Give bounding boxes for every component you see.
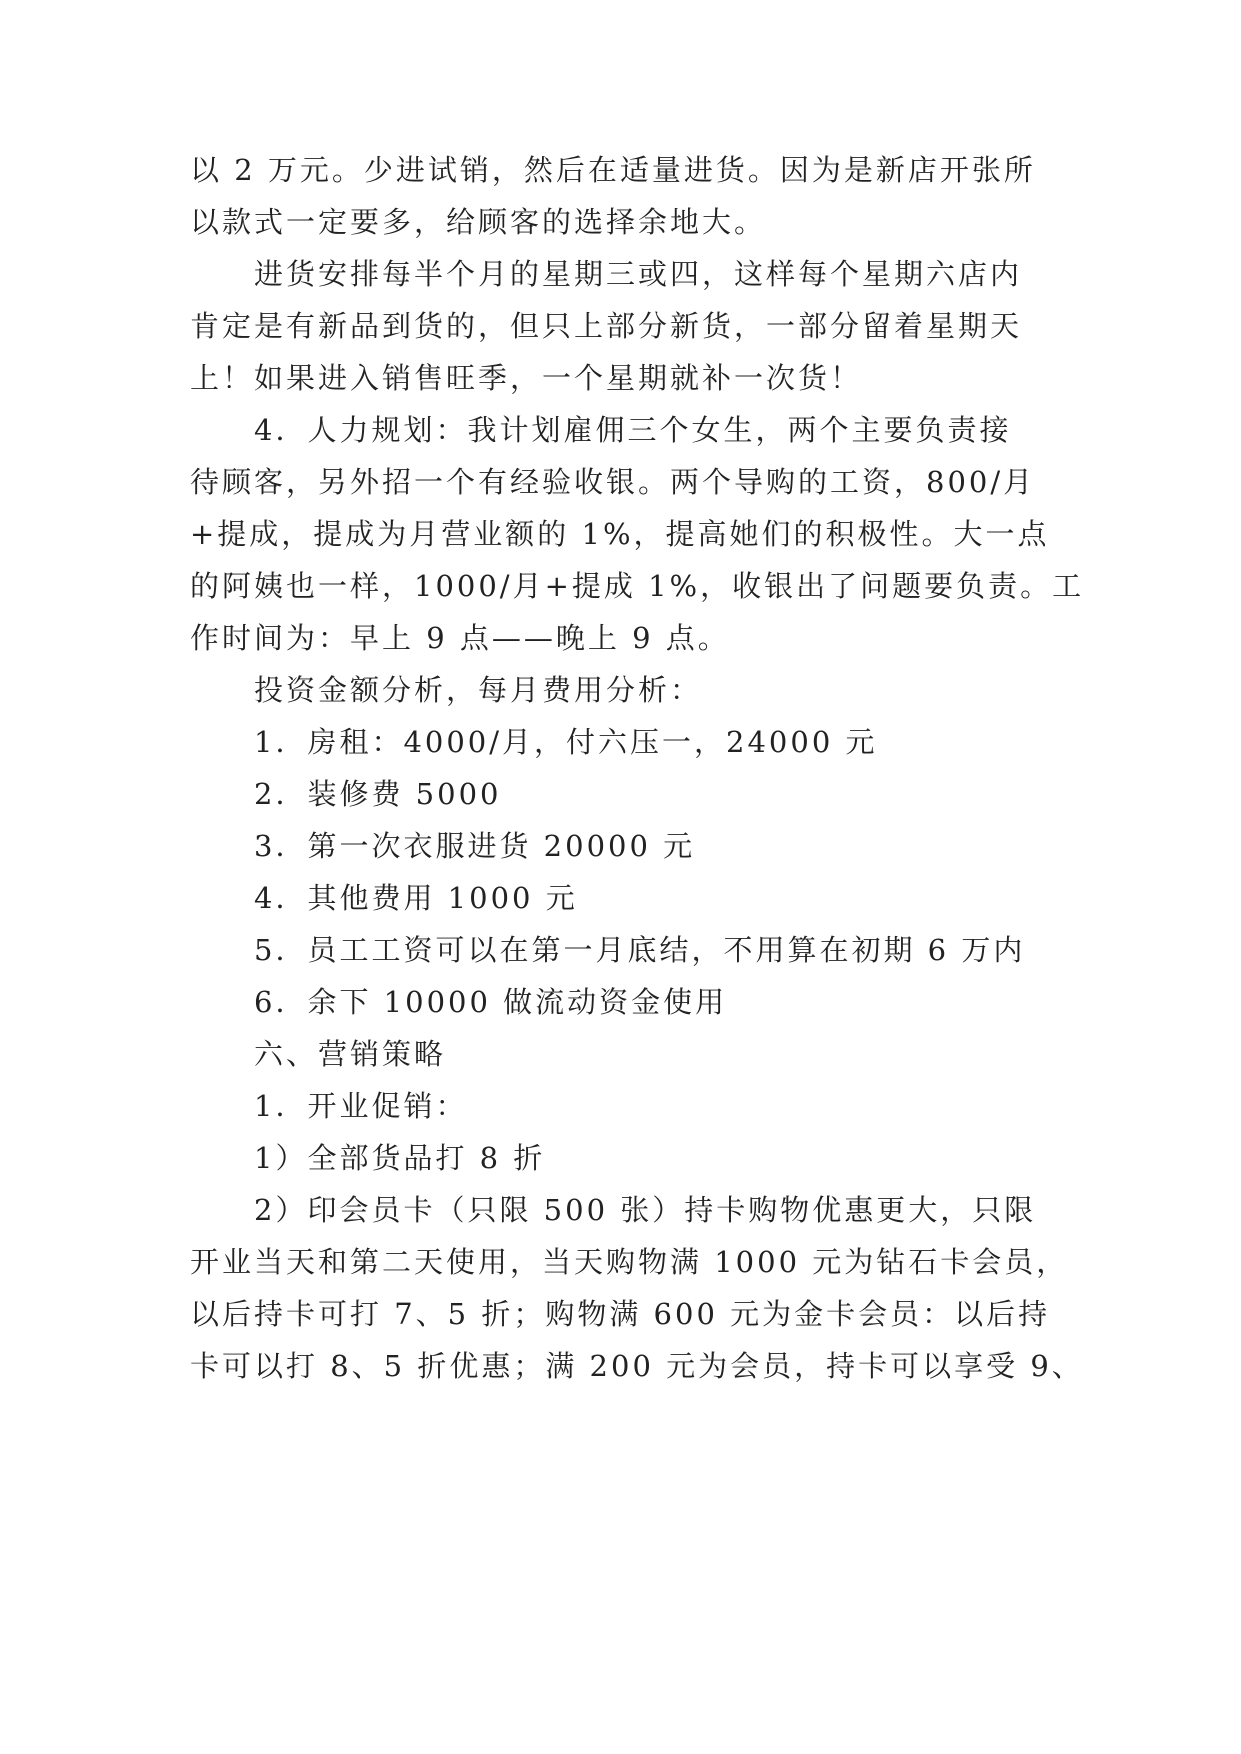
text-line: +提成，提成为月营业额的 1%，提高她们的积极性。大一点 <box>190 517 1050 551</box>
paragraph-start-line: 进货安排每半个月的星期三或四，这样每个星期六店内 <box>254 257 1023 291</box>
subsection-heading: 1．开业促销： <box>254 1089 468 1123</box>
list-item: 1．房租：4000/月，付六压一，24000 元 <box>254 725 878 759</box>
text-line: 以 2 万元。少进试销，然后在适量进货。因为是新店开张所 <box>190 153 1036 187</box>
list-item: 1）全部货品打 8 折 <box>254 1141 546 1175</box>
text-line: 的阿姨也一样，1000/月+提成 1%，收银出了问题要负责。工 <box>190 569 1085 603</box>
list-item: 5．员工工资可以在第一月底结，不用算在初期 6 万内 <box>254 933 1026 967</box>
list-item: 2）印会员卡（只限 500 张）持卡购物优惠更大，只限 <box>254 1193 1037 1227</box>
list-item: 2．装修费 5000 <box>254 777 502 811</box>
list-item: 4．其他费用 1000 元 <box>254 881 578 915</box>
text-line: 待顾客，另外招一个有经验收银。两个导购的工资，800/月 <box>190 465 1036 499</box>
text-line: 肯定是有新品到货的，但只上部分新货，一部分留着星期天 <box>190 309 1023 343</box>
text-line: 以款式一定要多，给顾客的选择余地大。 <box>190 205 767 239</box>
text-line: 以后持卡可打 7、5 折；购物满 600 元为金卡会员：以后持 <box>190 1297 1051 1331</box>
text-line: 开业当天和第二天使用，当天购物满 1000 元为钻石卡会员， <box>190 1245 1069 1279</box>
section-heading-line: 投资金额分析，每月费用分析： <box>254 673 703 707</box>
paragraph-start-line: 4．人力规划：我计划雇佣三个女生，两个主要负责接 <box>254 413 1012 447</box>
list-item: 3．第一次衣服进货 20000 元 <box>254 829 696 863</box>
text-line: 卡可以打 8、5 折优惠；满 200 元为会员，持卡可以享受 9、 <box>190 1349 1084 1383</box>
section-heading: 六、营销策略 <box>254 1037 447 1071</box>
list-item: 6．余下 10000 做流动资金使用 <box>254 985 728 1019</box>
text-line: 作时间为：早上 9 点——晚上 9 点。 <box>190 621 730 655</box>
text-line: 上！如果进入销售旺季，一个星期就补一次货！ <box>190 361 863 395</box>
